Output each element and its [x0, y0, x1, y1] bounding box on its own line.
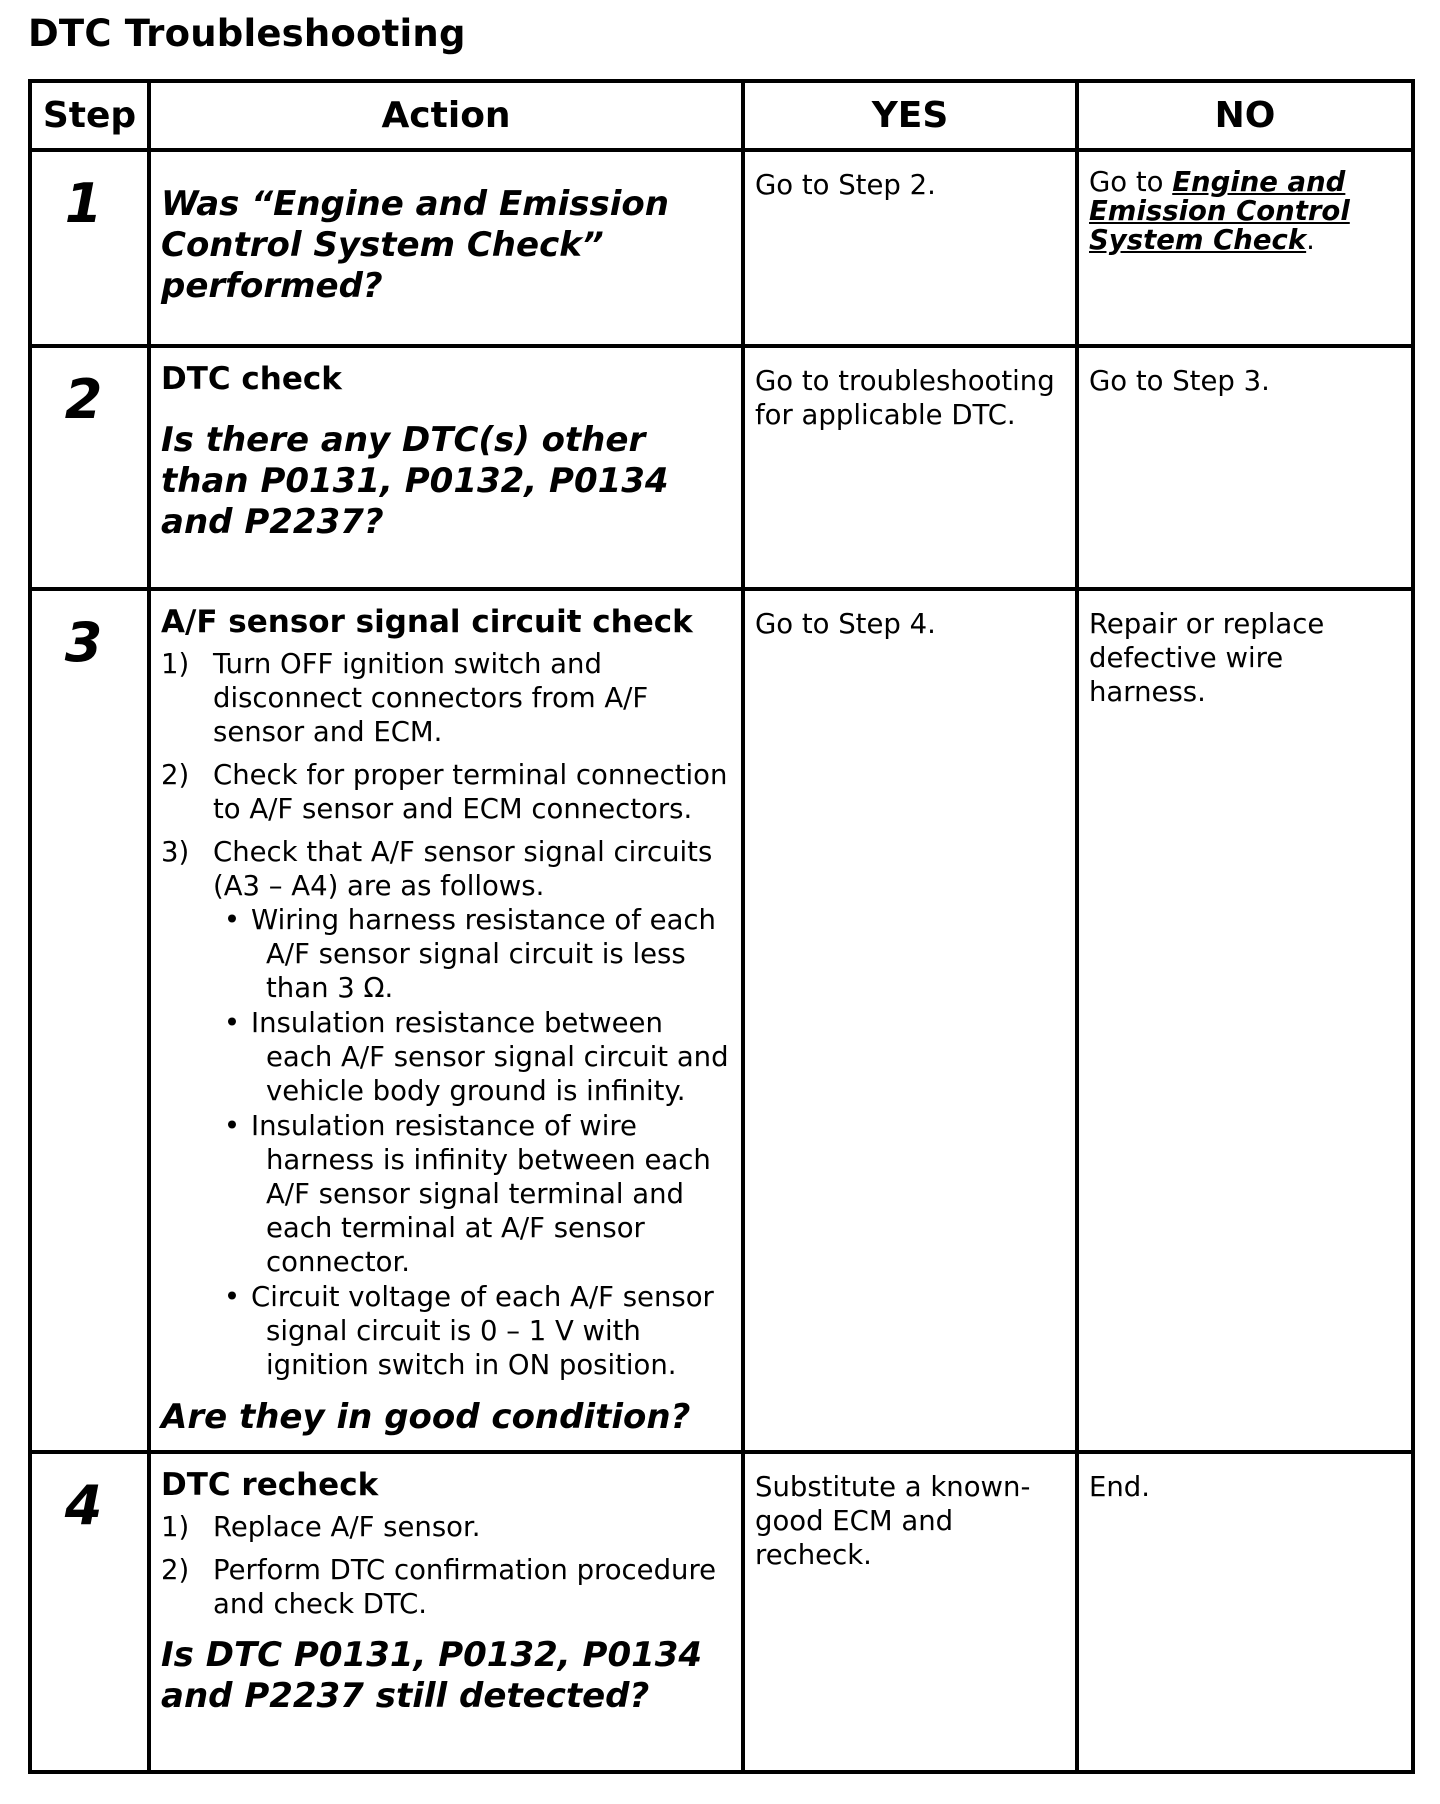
procedure-list [161, 1510, 733, 1621]
list-item [161, 1553, 733, 1621]
bullet-item [213, 903, 733, 1005]
no-cell: End. [1077, 1452, 1413, 1772]
procedure-list [161, 647, 733, 1383]
action-cell [149, 589, 743, 1452]
action-cell [149, 150, 743, 346]
table-row-step-1 [30, 150, 1413, 346]
step-number: 3 [30, 589, 149, 1452]
header-action: Action [149, 81, 743, 150]
header-yes: YES [743, 81, 1077, 150]
bullet-item [213, 1109, 733, 1279]
action-question: Is DTC P0131, P0132, P0134 and P2237 still detected? [161, 1635, 703, 1716]
action-title: A/F sensor signal circuit check [161, 604, 693, 640]
item-number: 2) [161, 759, 190, 791]
yes-cell: Go to troubleshooting for applicable DTC. [743, 346, 1077, 589]
no-cell: Repair or replace defective wire harness. [1077, 589, 1413, 1452]
table-row-step-3 [30, 589, 1413, 1452]
bullet-icon: • [223, 904, 241, 936]
action-cell [149, 1452, 743, 1772]
action-question: Was “Engine and Emission Control System Check” performed? [161, 184, 669, 306]
bullet-item [213, 1280, 733, 1382]
no-cell [1077, 150, 1413, 346]
bullet-text: Wiring harness resistance of each A/F sensor signal circuit is less than 3 Ω. [251, 904, 716, 1004]
step-number: 4 [30, 1452, 149, 1772]
action-cell [149, 346, 743, 589]
no-prefix: Go to [1089, 166, 1173, 198]
step-number: 1 [30, 150, 149, 346]
bullet-icon: • [223, 1007, 241, 1039]
yes-cell: Go to Step 4. [743, 589, 1077, 1452]
action-title: DTC recheck [161, 1467, 379, 1503]
item-text: Check that A/F sensor signal circuits (A3 – A4) are as follows. [213, 836, 713, 902]
bullet-icon: • [223, 1110, 241, 1142]
bullet-text: Insulation resistance of wire harness is infinity between each A/F sensor signal terminal and each terminal at A/F sensor connector. [251, 1110, 711, 1278]
item-number: 1) [161, 648, 190, 680]
page-title: DTC Troubleshooting [28, 12, 466, 55]
item-number: 1) [161, 1511, 190, 1543]
yes-cell: Go to Step 2. [743, 150, 1077, 346]
item-text: Check for proper terminal connection to A/F sensor and ECM connectors. [213, 759, 728, 825]
bullet-text: Circuit voltage of each A/F sensor signal circuit is 0 – 1 V with ignition switch in ON position. [251, 1281, 714, 1381]
header-no: NO [1077, 81, 1413, 150]
table-header-row [30, 81, 1413, 150]
no-cell: Go to Step 3. [1077, 346, 1413, 589]
step-number: 2 [30, 346, 149, 589]
bullet-item [213, 1006, 733, 1108]
engine-emission-check-link[interactable]: Engine and Emission Control System Check [1089, 166, 1350, 256]
item-text: Perform DTC confirmation procedure and check DTC. [213, 1554, 717, 1620]
item-number: 2) [161, 1554, 190, 1586]
bullet-list [213, 903, 733, 1382]
action-title: DTC check [161, 361, 342, 397]
no-suffix: . [1306, 224, 1315, 256]
list-item [161, 647, 733, 749]
yes-cell: Substitute a known-good ECM and recheck. [743, 1452, 1077, 1772]
item-number: 3) [161, 836, 190, 868]
list-item [161, 758, 733, 826]
dtc-troubleshooting-table [28, 79, 1415, 1774]
bullet-text: Insulation resistance between each A/F sensor signal circuit and vehicle body ground is infinity. [251, 1007, 729, 1107]
item-text: Replace A/F sensor. [213, 1511, 481, 1543]
item-text: Turn OFF ignition switch and disconnect connectors from A/F sensor and ECM. [213, 648, 649, 748]
bullet-icon: • [223, 1281, 241, 1313]
action-question: Is there any DTC(s) other than P0131, P0132, P0134 and P2237? [161, 420, 669, 542]
list-item [161, 1510, 733, 1544]
header-step: Step [30, 81, 149, 150]
list-item [161, 835, 733, 1383]
item-body [213, 835, 733, 1383]
table-row-step-4 [30, 1452, 1413, 1772]
table-row-step-2 [30, 346, 1413, 589]
action-question: Are they in good condition? [161, 1397, 691, 1437]
